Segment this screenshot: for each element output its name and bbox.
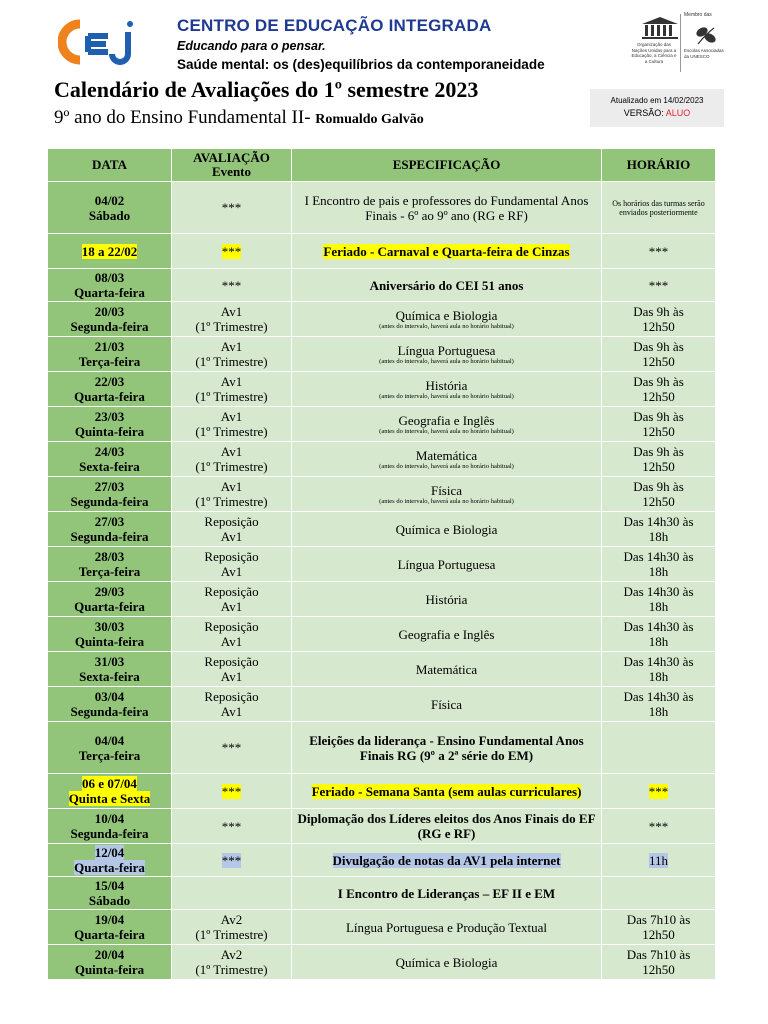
specification-cell [292,547,602,582]
date-cell [48,442,172,477]
time-cell [602,809,716,844]
time-line2: 18h [648,564,669,579]
time-line1: Das 14h30 às [623,584,694,599]
specification-cell [292,945,602,980]
evaluation-line1: Av1 [220,409,243,424]
date-cell [48,407,172,442]
specification-text: Física [430,696,463,712]
time-cell [602,617,716,652]
specification-cell [292,774,602,809]
date-line1: 18 a 22/02 [81,243,138,259]
date-line1: 22/03 [94,374,125,389]
date-line2: Quinta e Sexta [68,791,151,806]
unesco-temple-icon [640,16,680,40]
col-header-date: DATA [48,149,172,182]
evaluation-line2: Av1 [220,564,243,579]
unesco-divider [680,14,681,72]
time-line1: Das 14h30 às [623,619,694,634]
time-line2: 12h50 [642,494,675,509]
theme-line: Saúde mental: os (des)equilíbrios da contemporaneidade [177,57,545,72]
evaluation-line1: Av1 [220,444,243,459]
time-line1: Os horários das turmas serão enviados posteriormente [612,198,705,217]
date-line2: Sábado [88,207,131,223]
date-line1: 20/03 [94,304,125,319]
specification-text: Química e Biologia [395,307,498,323]
specification-cell [292,442,602,477]
evaluation-line1: *** [221,277,242,293]
date-line1: 23/03 [94,409,125,424]
date-line2: Quarta-feira [74,927,145,942]
specification-text: Língua Portuguesa e Produção Textual [345,919,548,935]
date-cell [48,687,172,722]
table-row [48,809,716,844]
specification-text: História [425,591,468,607]
specification-cell [292,617,602,652]
table-row [48,372,716,407]
table-row [48,182,716,234]
date-cell [48,477,172,512]
date-line1: 24/03 [94,444,125,459]
table-row [48,302,716,337]
time-line2: 12h50 [642,962,675,977]
time-line2: 12h50 [642,459,675,474]
page-title: Calendário de Avaliações do 1º semestre 2023 [54,77,479,102]
time-cell [602,945,716,980]
specification-text: Geografia e Inglês [398,626,495,642]
evaluation-cell [172,945,292,980]
specification-cell [292,302,602,337]
page-subtitle [54,107,424,129]
time-cell [602,582,716,617]
specification-note: (antes do intervalo, haverá aula no horário habitual) [379,462,514,470]
evaluation-line1: Reposição [204,549,259,564]
specification-text: História [425,377,468,393]
date-line2: Sexta-feira [79,669,140,684]
time-line1: 11h [648,852,669,868]
date-line2: Segunda-feira [70,529,149,544]
evaluation-cell [172,234,292,269]
time-line1: Das 9h às [633,444,684,459]
table-row [48,407,716,442]
date-cell [48,910,172,945]
date-cell [48,774,172,809]
evaluation-line2: (1º Trimestre) [195,354,268,369]
evaluation-cell [172,442,292,477]
evaluation-cell [172,182,292,234]
date-line1: 06 e 07/04 [82,776,137,791]
evaluation-cell [172,477,292,512]
time-line1: Das 14h30 às [623,689,694,704]
date-line2: Segunda-feira [70,826,149,841]
version-label: VERSÃO: [623,108,664,118]
date-cell [48,582,172,617]
date-line2: Quarta-feira [74,860,145,875]
date-line1: 20/04 [94,947,125,962]
time-line2: 18h [648,669,669,684]
date-line1: 08/03 [94,270,125,285]
time-cell [602,877,716,910]
specification-cell [292,372,602,407]
evaluation-line2: (1º Trimestre) [195,389,268,404]
date-line2: Quarta-feira [74,599,145,614]
specification-text: I Encontro de Lideranças – EF II e EM [337,885,556,901]
date-line2: Quinta-feira [74,962,145,977]
table-row [48,234,716,269]
table-row [48,617,716,652]
evaluation-line1: *** [221,243,242,259]
evaluation-line1: *** [221,200,242,215]
specification-text: Química e Biologia [395,521,498,537]
date-line2: Sexta-feira [79,459,140,474]
col-header-evaluation-line2: Evento [212,164,251,179]
table-row [48,477,716,512]
evaluation-cell [172,652,292,687]
evaluation-cell [172,910,292,945]
specification-text: Diplomação dos Líderes eleitos dos Anos Finais do EF (RG e RF) [297,811,596,841]
specification-cell [292,182,602,234]
evaluation-cell [172,407,292,442]
unesco-seal [630,12,728,72]
grade-text: 9º ano do Ensino Fundamental II- [54,107,311,128]
table-row [48,547,716,582]
table-row [48,652,716,687]
col-header-evaluation [172,149,292,182]
evaluation-line1: *** [221,783,242,799]
specification-cell [292,512,602,547]
specification-text: Feriado - Semana Santa (sem aulas curriculares) [311,783,582,799]
time-cell [602,844,716,877]
time-line1: *** [648,818,669,834]
date-line2: Quinta-feira [74,634,145,649]
table-row [48,269,716,302]
specification-note: (antes do intervalo, haverá aula no horário habitual) [379,427,514,435]
time-cell [602,442,716,477]
unesco-assoc-text: Escolas Associadas da UNESCO [684,48,724,59]
specification-cell [292,910,602,945]
date-cell [48,877,172,910]
table-row [48,687,716,722]
table-row [48,945,716,980]
evaluation-cell [172,582,292,617]
date-cell [48,945,172,980]
evaluation-cell [172,372,292,407]
specification-cell [292,407,602,442]
date-line2: Segunda-feira [70,319,149,334]
time-line1: Das 14h30 às [623,549,694,564]
evaluation-cell [172,722,292,774]
specification-cell [292,809,602,844]
evaluation-line2: (1º Trimestre) [195,494,268,509]
col-header-evaluation-line1: AVALIAÇÃO [193,150,270,165]
version-value: ALUO [665,108,691,118]
date-line2: Terça-feira [78,354,141,369]
specification-cell [292,652,602,687]
table-row [48,877,716,910]
evaluation-calendar-table [47,148,716,980]
time-line1: Das 9h às [633,304,684,319]
date-line1: 29/03 [94,584,125,599]
specification-text: Divulgação de notas da AV1 pela internet [332,852,561,868]
time-line1: Das 9h às [633,479,684,494]
table-row [48,337,716,372]
date-cell [48,512,172,547]
date-line2: Sábado [88,893,131,908]
date-line1: 27/03 [94,514,125,529]
date-line1: 30/03 [94,619,125,634]
evaluation-line1: Reposição [204,689,259,704]
evaluation-line2: (1º Trimestre) [195,962,268,977]
date-line1: 12/04 [94,845,125,860]
evaluation-line1: Av1 [220,374,243,389]
time-cell [602,182,716,234]
col-header-spec: ESPECIFICAÇÃO [292,149,602,182]
time-line2: 18h [648,599,669,614]
time-cell [602,910,716,945]
time-cell [602,722,716,774]
date-cell [48,372,172,407]
specification-text: Língua Portuguesa [397,342,496,358]
time-line1: Das 7h10 às [626,947,691,962]
evaluation-line1: *** [221,818,242,834]
evaluation-line1: Av1 [220,339,243,354]
evaluation-cell [172,877,292,910]
date-cell [48,302,172,337]
table-row [48,910,716,945]
evaluation-cell [172,302,292,337]
date-cell [48,809,172,844]
cei-logo [58,18,150,66]
time-cell [602,407,716,442]
date-cell [48,337,172,372]
specification-cell [292,722,602,774]
evaluation-cell [172,269,292,302]
date-cell [48,547,172,582]
specification-text: Matemática [415,447,478,463]
date-cell [48,182,172,234]
unesco-leaf-icon [694,24,718,46]
date-line1: 19/04 [94,912,125,927]
time-line2: 12h50 [642,927,675,942]
date-line1: 31/03 [94,654,125,669]
date-line1: 04/04 [94,732,125,748]
date-line2: Quinta-feira [74,424,145,439]
specification-note: (antes do intervalo, haverá aula no horário habitual) [379,322,514,330]
date-line1: 04/02 [94,192,125,208]
evaluation-line2: (1º Trimestre) [195,459,268,474]
time-line1: Das 9h às [633,409,684,424]
evaluation-cell [172,687,292,722]
time-line1: *** [648,277,669,293]
time-line1: Das 9h às [633,374,684,389]
evaluation-line1: Av2 [220,912,243,927]
date-cell [48,269,172,302]
col-header-time: HORÁRIO [602,149,716,182]
specification-text: I Encontro de pais e professores do Fundamental Anos Finais - 6º ao 9º ano (RG e RF) [304,192,589,223]
specification-note: (antes do intervalo, haverá aula no horário habitual) [379,392,514,400]
date-cell [48,722,172,774]
date-line2: Terça-feira [78,747,141,763]
time-line2: 18h [648,529,669,544]
evaluation-cell [172,774,292,809]
evaluation-line1: *** [221,740,242,755]
evaluation-cell [172,844,292,877]
time-cell [602,687,716,722]
evaluation-line1: Reposição [204,584,259,599]
time-line2: 12h50 [642,319,675,334]
date-line1: 27/03 [94,479,125,494]
specification-text: Matemática [415,661,478,677]
time-cell [602,774,716,809]
evaluation-cell [172,337,292,372]
date-line1: 21/03 [94,339,125,354]
teacher-name: Romualdo Galvão [315,112,424,127]
specification-text: Física [430,482,463,498]
table-row [48,774,716,809]
time-line2: 18h [648,704,669,719]
date-cell [48,617,172,652]
time-line2: 12h50 [642,354,675,369]
evaluation-line1: Reposição [204,654,259,669]
evaluation-line2: Av1 [220,634,243,649]
specification-text: Língua Portuguesa [397,556,496,572]
unesco-org-text: Organização das Nações Unidas para a Educação, a Ciência e a Cultura [631,42,677,64]
time-line1: Das 14h30 às [623,514,694,529]
specification-cell [292,687,602,722]
time-line2: 18h [648,634,669,649]
evaluation-line1: *** [221,852,242,868]
evaluation-cell [172,547,292,582]
time-line1: *** [648,243,669,259]
time-line1: Das 14h30 às [623,654,694,669]
specification-cell [292,234,602,269]
evaluation-line1: Av1 [220,304,243,319]
unesco-member-text: Membro das [684,12,712,18]
specification-text: Aniversário do CEI 51 anos [369,277,524,293]
time-cell [602,652,716,687]
specification-text: Química e Biologia [395,954,498,970]
evaluation-line2: Av1 [220,704,243,719]
time-line1: *** [648,783,669,799]
specification-cell [292,877,602,910]
table-row [48,722,716,774]
date-cell [48,844,172,877]
time-cell [602,547,716,582]
table-header-row [48,149,716,182]
specification-text: Eleições da liderança - Ensino Fundamental Anos Finais RG (9º a 2ª série do EM) [309,732,584,763]
time-cell [602,234,716,269]
table-row [48,512,716,547]
time-cell [602,302,716,337]
date-line2: Segunda-feira [70,704,149,719]
time-line1: Das 7h10 às [626,912,691,927]
evaluation-line1: Reposição [204,514,259,529]
time-line1: Das 9h às [633,339,684,354]
date-line2: Quarta-feira [74,389,145,404]
specification-text: Feriado - Carnaval e Quarta-feira de Cinzas [323,243,570,259]
evaluation-line2: Av1 [220,529,243,544]
evaluation-line1: Av2 [220,947,243,962]
table-row [48,582,716,617]
evaluation-line1: Av1 [220,479,243,494]
specification-cell [292,844,602,877]
specification-text: Geografia e Inglês [398,412,495,428]
time-cell [602,512,716,547]
time-cell [602,337,716,372]
date-cell [48,652,172,687]
evaluation-cell [172,809,292,844]
slogan: Educando para o pensar. [177,39,326,53]
date-line2: Segunda-feira [70,494,149,509]
evaluation-cell [172,617,292,652]
evaluation-line2: Av1 [220,599,243,614]
table-row [48,442,716,477]
evaluation-line2: (1º Trimestre) [195,424,268,439]
version-line [590,108,724,118]
time-cell [602,372,716,407]
specification-note: (antes do intervalo, haverá aula no horário habitual) [379,357,514,365]
date-line1: 15/04 [94,878,125,893]
evaluation-line1: Reposição [204,619,259,634]
evaluation-line2: (1º Trimestre) [195,927,268,942]
table-row [48,844,716,877]
update-info [590,89,724,127]
date-line1: 28/03 [94,549,125,564]
specification-cell [292,477,602,512]
time-line2: 12h50 [642,424,675,439]
date-line1: 10/04 [94,811,125,826]
update-date: Atualizado em 14/02/2023 [610,96,704,105]
time-cell [602,477,716,512]
evaluation-line2: (1º Trimestre) [195,319,268,334]
specification-note: (antes do intervalo, haverá aula no horário habitual) [379,497,514,505]
evaluation-cell [172,512,292,547]
evaluation-line2: Av1 [220,669,243,684]
org-name: CENTRO DE EDUCAÇÃO INTEGRADA [177,16,492,35]
date-line1: 03/04 [94,689,125,704]
date-cell [48,234,172,269]
date-line2: Terça-feira [78,564,141,579]
specification-cell [292,337,602,372]
time-cell [602,269,716,302]
time-line2: 12h50 [642,389,675,404]
date-line2: Quarta-feira [74,285,145,300]
specification-cell [292,582,602,617]
specification-cell [292,269,602,302]
